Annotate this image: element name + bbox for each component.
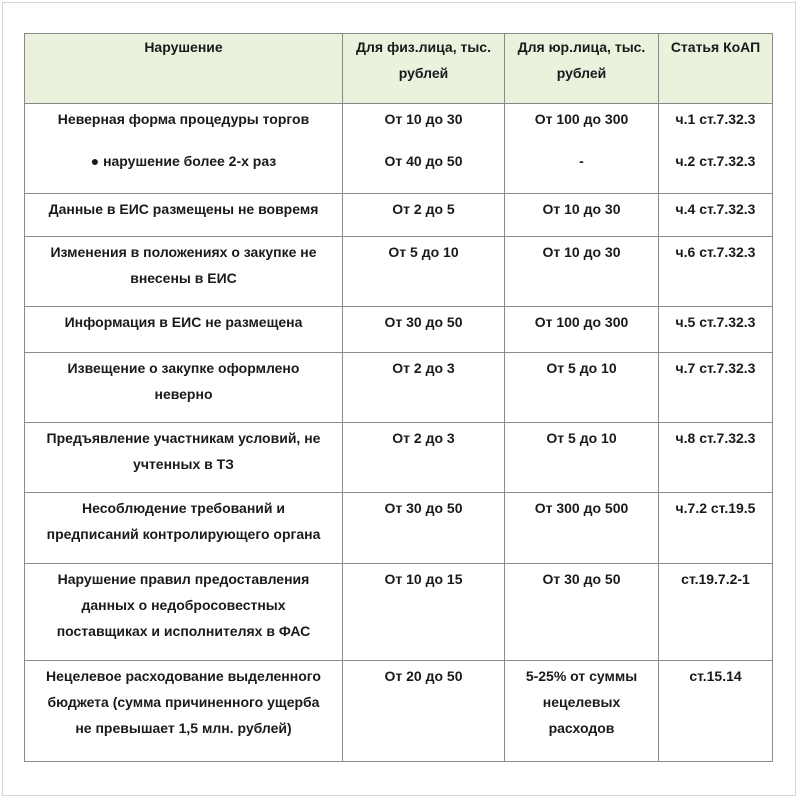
penalties-table	[24, 33, 773, 762]
table-row	[25, 307, 773, 353]
cell-legal-fine: От 100 до 300	[505, 307, 659, 353]
cell-article: ч.1 ст.7.32.3 ч.2 ст.7.32.3	[659, 104, 773, 194]
header-violation: Нарушение	[25, 34, 343, 104]
cell-individual-fine: От 2 до 5	[343, 194, 505, 237]
cell-legal-fine: От 10 до 30	[505, 194, 659, 237]
cell-violation: Информация в ЕИС не размещена	[25, 307, 343, 353]
cell-individual-fine: От 30 до 50	[343, 307, 505, 353]
table-row	[25, 104, 773, 194]
cell-article: ч.7.2 ст.19.5	[659, 493, 773, 564]
cell-violation: Неверная форма процедуры торгов ● нарушение более 2-х раз	[25, 104, 343, 194]
table-row	[25, 423, 773, 493]
cell-legal-fine: От 30 до 50	[505, 564, 659, 661]
cell-individual-fine: От 2 до 3	[343, 353, 505, 423]
cell-article: ч.8 ст.7.32.3	[659, 423, 773, 493]
cell-article: ч.6 ст.7.32.3	[659, 237, 773, 307]
cell-article: ст.15.14	[659, 661, 773, 762]
table-row	[25, 237, 773, 307]
cell-individual-fine: От 30 до 50	[343, 493, 505, 564]
cell-individual-fine: От 2 до 3	[343, 423, 505, 493]
header-article: Статья КоАП	[659, 34, 773, 104]
cell-violation: Несоблюдение требований и предписаний контролирующего органа	[25, 493, 343, 564]
cell-article: ч.4 ст.7.32.3	[659, 194, 773, 237]
cell-violation: Нецелевое расходование выделенного бюджета (сумма причиненного ущерба не превышает 1,5 млн. рублей)	[25, 661, 343, 762]
cell-violation: Предъявление участникам условий, не учтенных в ТЗ	[25, 423, 343, 493]
cell-violation: Изменения в положениях о закупке не внесены в ЕИС	[25, 237, 343, 307]
cell-individual-fine: От 10 до 30 От 40 до 50	[343, 104, 505, 194]
cell-violation: Данные в ЕИС размещены не вовремя	[25, 194, 343, 237]
cell-violation: Нарушение правил предоставления данных о недобросовестных поставщиках и исполнителях в ФАС	[25, 564, 343, 661]
table-row	[25, 564, 773, 661]
cell-legal-fine: 5-25% от суммы нецелевых расходов	[505, 661, 659, 762]
table-header-row	[25, 34, 773, 104]
cell-individual-fine: От 20 до 50	[343, 661, 505, 762]
table-row	[25, 661, 773, 762]
cell-article: ст.19.7.2-1	[659, 564, 773, 661]
table-row	[25, 194, 773, 237]
cell-legal-fine: От 5 до 10	[505, 353, 659, 423]
cell-individual-fine: От 5 до 10	[343, 237, 505, 307]
cell-violation: Извещение о закупке оформлено неверно	[25, 353, 343, 423]
cell-legal-fine: От 10 до 30	[505, 237, 659, 307]
cell-individual-fine: От 10 до 15	[343, 564, 505, 661]
cell-legal-fine: От 5 до 10	[505, 423, 659, 493]
table-row	[25, 353, 773, 423]
cell-article: ч.7 ст.7.32.3	[659, 353, 773, 423]
header-legal-entity: Для юр.лица, тыс. рублей	[505, 34, 659, 104]
cell-legal-fine: От 300 до 500	[505, 493, 659, 564]
cell-article: ч.5 ст.7.32.3	[659, 307, 773, 353]
cell-legal-fine: От 100 до 300 -	[505, 104, 659, 194]
table-row	[25, 493, 773, 564]
header-individual: Для физ.лица, тыс. рублей	[343, 34, 505, 104]
